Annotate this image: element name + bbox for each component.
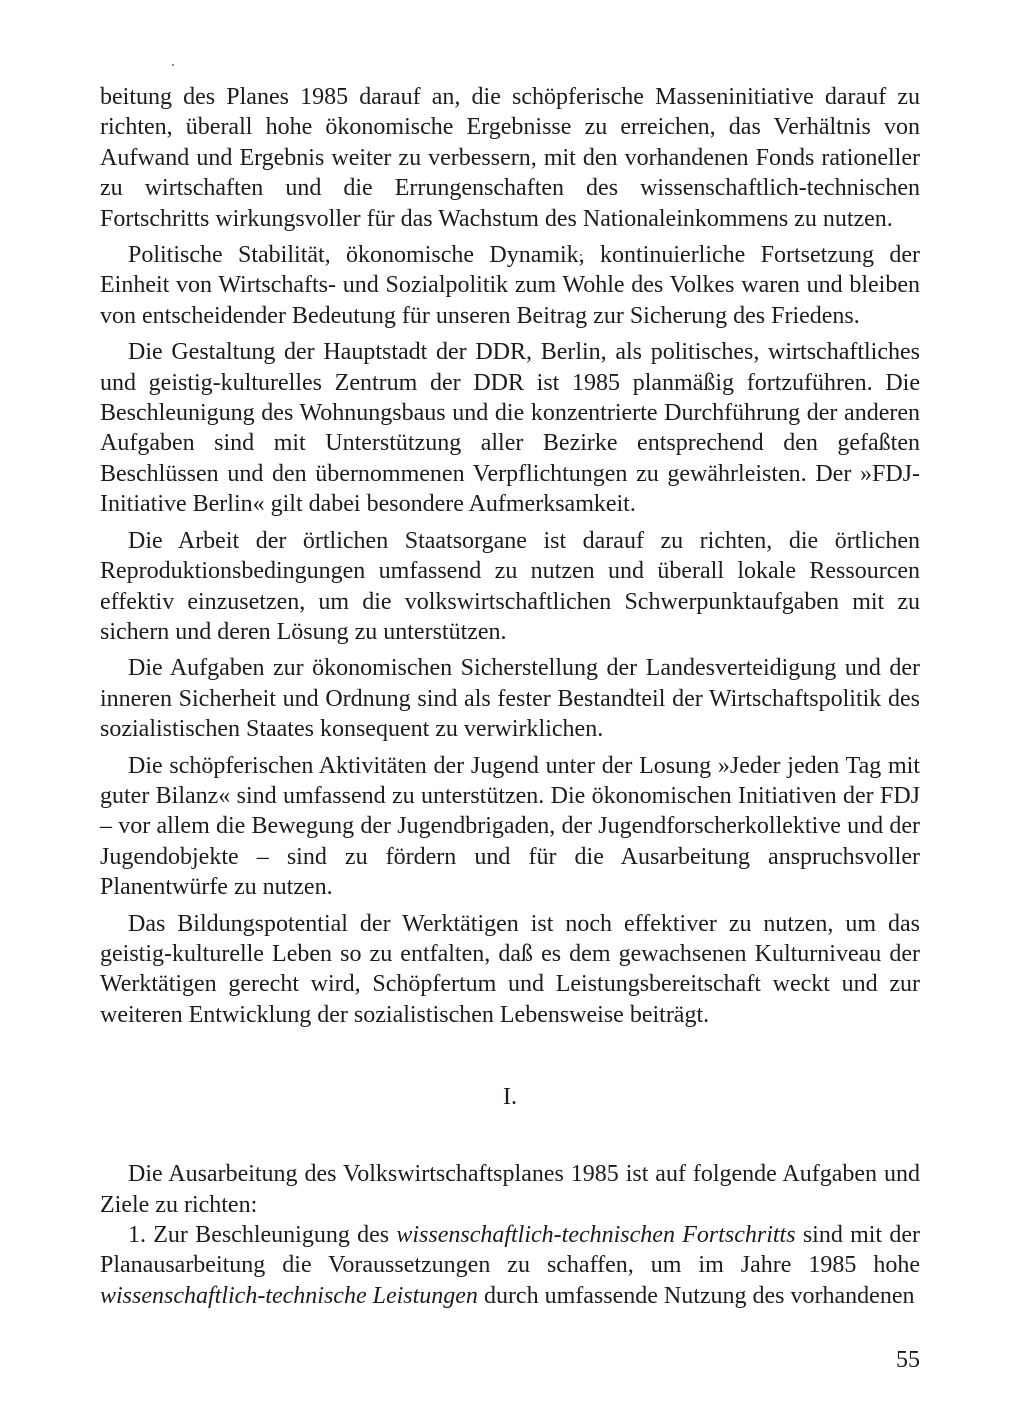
list-item-1 xyxy=(100,1220,920,1311)
page-number: 55 xyxy=(896,1347,920,1373)
section-heading: I. xyxy=(503,1084,517,1111)
emphasis-text: wissenschaftlich-technische Leistungen xyxy=(100,1282,478,1309)
list-item-text: Zur Beschleunigung des xyxy=(153,1222,390,1248)
paragraph-6: Die schöpferischen Aktivitäten der Jugend unter der Losung »Jeder jeden Tag mit guter Bilanz« sind umfassend zu unterstützen. Die ökonomischen Initiativen der FDJ – vor allem die Bewegung der Jugendbrigaden, der Jugendforscherkollektive und der Jugendobjekte – sind zu fördern und für die Ausarbeitung anspruchsvoller Planentwürfe zu nutzen. xyxy=(100,752,920,901)
paragraph-2: Politische Stabilität, ökonomische Dynamik, kontinuierliche Fortsetzung der Einheit von Wirtschafts- und Sozialpolitik zum Wohle des Volkes waren und bleiben von entscheidender Bedeutung für unseren Beitrag zur Sicherung des Friedens. xyxy=(100,242,920,329)
paragraph-4: Die Arbeit der örtlichen Staatsorgane ist darauf zu richten, die örtlichen Reproduktionsbedingungen umfassend zu nutzen und überall lokale Ressourcen effektiv einzusetzen, um die volkswirtschaftlichen Schwerpunktaufgaben mit zu sichern und deren Lösung zu unterstützen. xyxy=(100,527,920,645)
list-item-text: durch umfassende Nutzung des vorhandenen xyxy=(483,1282,915,1309)
section-intro: Die Ausarbeitung des Volkswirtschaftsplanes 1985 ist auf folgende Aufgaben und Ziele zu richten: xyxy=(100,1161,920,1218)
scan-speck xyxy=(172,64,174,66)
list-item-text: sind mit der Planausarbeitung die Voraussetzungen zu schaffen, um im Jahre 1985 hohe xyxy=(100,1222,921,1279)
emphasis-text: wissenschaftlich-technischen Fortschritts xyxy=(396,1222,796,1248)
paragraph-1: beitung des Planes 1985 darauf an, die schöpferische Masseninitiative darauf zu richten, überall hohe ökonomische Ergebnisse zu erreichen, das Verhältnis von Aufwand und Ergebnis weiter zu verbessern, mit den vorhandenen Fonds rationeller zu wirtschaften und die Errungenschaften des wissenschaftlich-technischen Fortschritts wirkungsvoller für das Wachstum des Nationaleinkommens zu nutzen. xyxy=(100,84,920,232)
page-body xyxy=(100,82,920,1317)
paragraph-3: Die Gestaltung der Hauptstadt der DDR, Berlin, als politisches, wirtschaftliches und geistig-kulturelles Zentrum der DDR ist 1985 planmäßig fortzuführen. Die Beschleunigung des Wohnungsbaus und die konzentrierte Durchführung der anderen Aufgaben sind mit Unterstützung aller Bezirke entsprechend den gefaßten Beschlüssen und den übernommenen Verpflichtungen zu gewährleisten. Der »FDJ-Initiative Berlin« gilt dabei besondere Aufmerksamkeit. xyxy=(100,339,920,518)
paragraph-7: Das Bildungspotential der Werktätigen ist noch effektiver zu nutzen, um das geistig-kulturelle Leben so zu entfalten, daß es dem gewachsenen Kulturniveau der Werktätigen gerecht wird, Schöpfertum und Leistungsbereitschaft weckt und zur weiteren Entwicklung der sozialistischen Lebensweise beiträgt. xyxy=(100,910,920,1028)
list-item-number: 1. xyxy=(128,1222,146,1248)
paragraph-5: Die Aufgaben zur ökonomischen Sicherstellung der Landesverteidigung und der inneren Sicherheit und Ordnung sind als fester Bestandteil der Wirtschaftspolitik des sozialistischen Staates konsequent zu verwirklichen. xyxy=(100,655,920,743)
